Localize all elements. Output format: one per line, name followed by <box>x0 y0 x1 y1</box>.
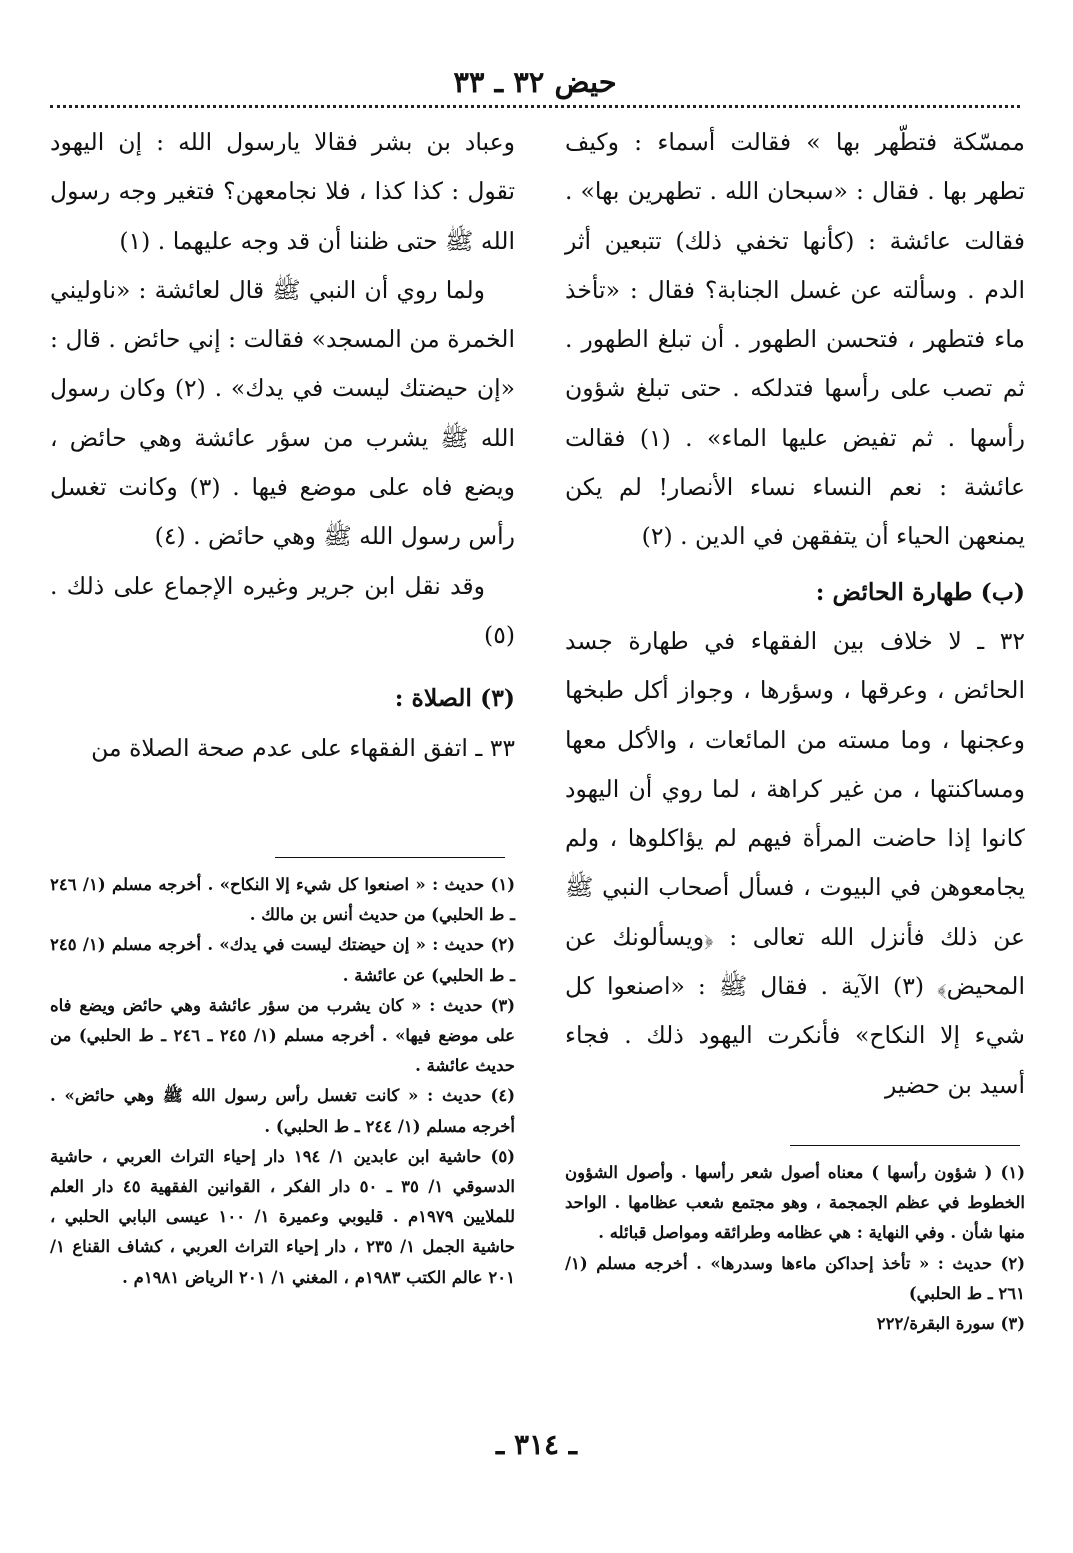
footnotes-right <box>565 1158 1025 1339</box>
footnote-separator-right <box>790 1145 1020 1146</box>
header-dotted-rule <box>50 105 1020 108</box>
left-column <box>50 118 515 773</box>
section-heading-purity-of-menstruating-woman: (ب) طهارة الحائض : <box>815 577 1025 606</box>
section-heading-prayer: (٣) الصلاة : <box>394 684 515 713</box>
footnote-left-3: (٣) حديث : « كان يشرب من سؤر عائشة وهي حائض ويضع فاه على موضع فيها» . أخرجه مسلم (١/ ٢٤٥ ـ ٢٤٦ ـ ط الحلبي) من حديث عائشة . <box>50 995 516 1076</box>
footnote-right-3: (٣) سورة البقرة/٢٢٢ <box>876 1314 1025 1334</box>
footnote-left-1: (١) حديث : « اصنعوا كل شيء إلا النكاح» . أخرجه مسلم (١/ ٢٤٦ ـ ط الحلبي) من حديث أنس بن مالك . <box>50 875 515 925</box>
footnote-right-2: (٢) حديث : « تأخذ إحداكن ماءها وسدرها» . أخرجه مسلم (١/ ٢٦١ ـ ط الحلبي) <box>565 1253 1025 1303</box>
footnotes-left <box>50 870 515 1293</box>
footnote-left-4: (٤) حديث : « كانت تغسل رأس رسول الله ﷺ وهي حائض» . أخرجه مسلم (١/ ٢٤٤ ـ ط الحلبي) . <box>50 1086 515 1136</box>
right-paragraph-hadith: ممسّكة فتطّهر بها » فقالت أسماء : وكيف تطهر بها . فقال : «سبحان الله . تطهرين بها» . فقالت عائشة : (كأنها تخفي ذلك) تتبعين أثر الدم . وسألته عن غسل الجنابة؟ فقال : «تأخذ ماء فتطهر ، فتحسن الطهور . أن تبلغ الطهور . ثم تصب على رأسها فتدلكه . حتى تبلغ شؤون رأسها . ثم تفيض عليها الماء» . (١) فقالت عائشة : نعم النساء نساء الأنصار! لم يكن يمنعهن الحياء أن يتفقهن في الدين . (٢) <box>565 128 1026 551</box>
left-paragraph-33: ٣٣ ـ اتفق الفقهاء على عدم صحة الصلاة من <box>91 733 515 762</box>
left-paragraph-continuation: وعباد بن بشر فقالا يارسول الله : إن اليهود تقول : كذا كذا ، فلا نجامعهن؟ فتغير وجه رسول الله ﷺ حتى ظننا أن قد وجه عليهما . (١) <box>50 128 515 255</box>
left-paragraph-consensus: وقد نقل ابن جرير وغيره الإجماع على ذلك . (٥) <box>50 571 515 649</box>
page-number: ـ ٣١٤ ـ <box>495 1428 578 1461</box>
left-paragraph-narration: ولما روي أن النبي ﷺ قال لعائشة : «ناوليني الخمرة من المسجد» فقالت : إني حائض . قال : «إن حيضتك ليست في يدك» . (٢) وكان رسول الله ﷺ يشرب من سؤر عائشة وهي حائض ، ويضع فاه على موضع فيها . (٣) وكانت تغسل رأس رسول الله ﷺ وهي حائض . (٤) <box>50 275 515 551</box>
running-header: حيض ٣٢ ـ ٣٣ <box>453 65 617 99</box>
footnote-left-2: (٢) حديث : « إن حيضتك ليست في يدك» . أخرجه مسلم (١/ ٢٤٥ ـ ط الحلبي) عن عائشة . <box>50 935 515 985</box>
right-paragraph-32: ٣٢ ـ لا خلاف بين الفقهاء في طهارة جسد الحائض ، وعرقها ، وسؤرها ، وجواز أكل طبخها وعجنها ، وما مسته من المائعات ، والأكل معها ومساكنتها ، من غير كراهة ، لما روي أن اليهود كانوا إذا حاضت المرأة فيهم لم يؤاكلوها ، ولم يجامعوهن في البيوت ، فسأل أصحاب النبي ﷺ عن ذلك فأنزل الله تعالى : ﴿ويسألونك عن المحيض﴾ (٣) الآية . فقال ﷺ : «اصنعوا كل شيء إلا النكاح» فأنكرت اليهود ذلك . فجاء أسيد بن حضير <box>565 626 1025 1099</box>
footnote-separator-left <box>275 857 505 858</box>
footnote-left-5: (٥) حاشية ابن عابدين ١/ ١٩٤ دار إحياء التراث العربي ، حاشية الدسوقي ١/ ٣٥ ـ ٥٠ دار الفكر ، القوانين الفقهية ٤٥ دار العلم للملايين ١٩٧٩م . قليوبي وعميرة ١/ ١٠٠ عيسى البابي الحلبي ، حاشية الجمل ١/ ٢٣٥ ، دار إحياء التراث العربي ، كشاف القناع ١/ ٢٠١ عالم الكتب ١٩٨٣م ، المغني ١/ ٢٠١ الرياض ١٩٨١م . <box>50 1146 516 1287</box>
right-column <box>565 118 1025 1110</box>
footnote-right-1: (١) ( شؤون رأسها ) معناه أصول شعر رأسها . وأصول الشؤون الخطوط في عظم الجمجمة ، وهو مجتمع شعب عظامها . الواحد منها شأن . وفي النهاية : هي عظامه وطرائقه ومواصل قبائله . <box>565 1163 1025 1243</box>
